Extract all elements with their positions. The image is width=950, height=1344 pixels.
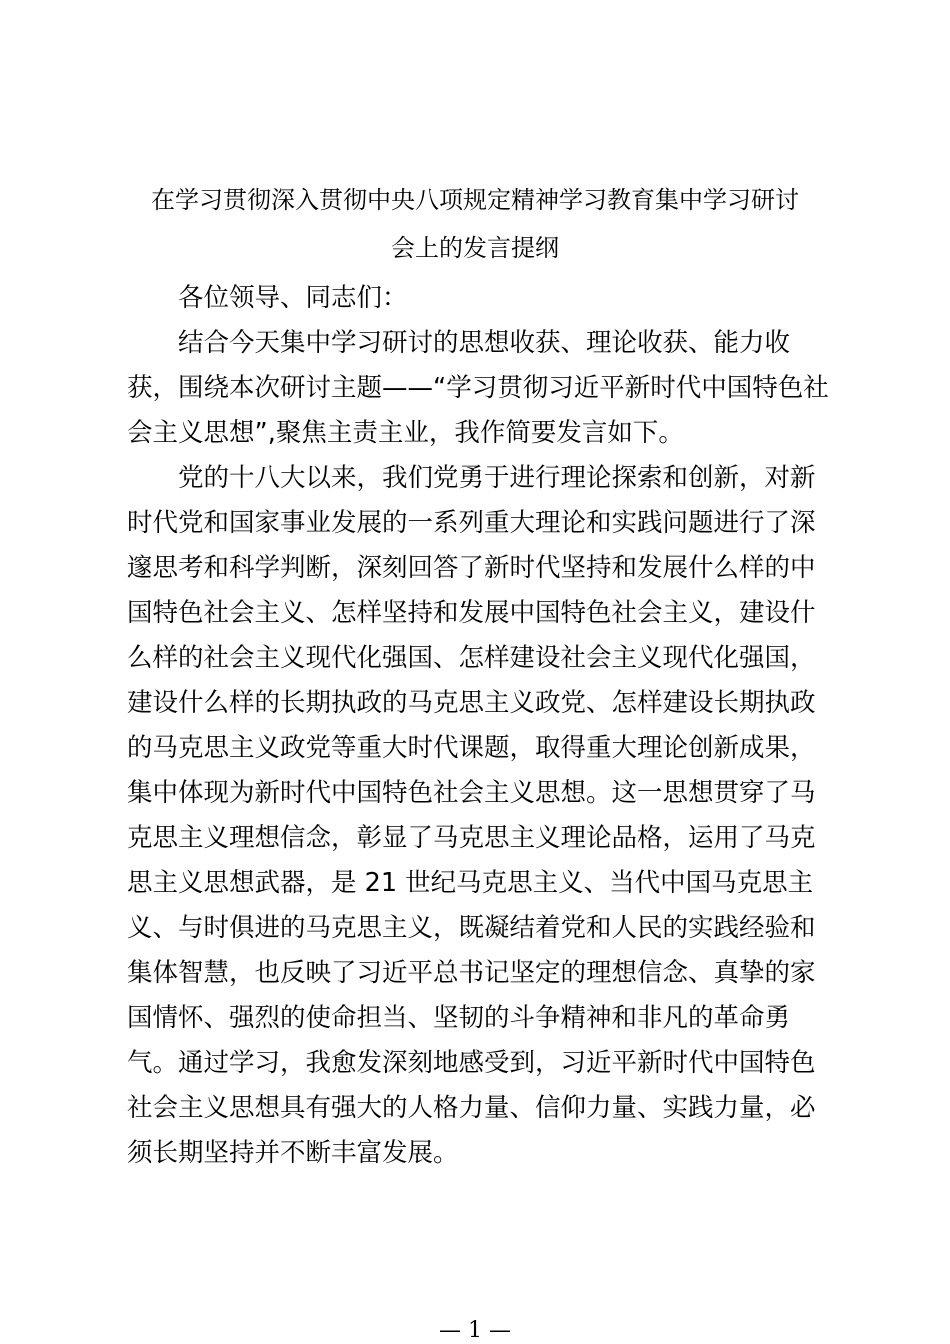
paragraph-2-line-16: 须长期坚持并不断丰富发展。: [127, 1138, 459, 1168]
paragraph-2-line-13: 国情怀、强烈的使命担当、坚韧的斗争精神和非凡的革命勇: [127, 1003, 791, 1033]
paragraph-2-line-4: 国特色社会主义、怎样坚持和发展中国特色社会主义，建设什: [127, 598, 816, 628]
paragraph-2-line-8: 集中体现为新时代中国特色社会主义思想。这一思想贯穿了马: [127, 778, 816, 808]
paragraph-1-line-1: 结合今天集中学习研讨的思想收获、理论收获、能力收: [178, 328, 791, 358]
paragraph-2-line-9: 克思主义理想信念，彰显了马克思主义理论品格，运用了马克: [127, 823, 816, 853]
paragraph-1-line-2: 获，围绕本次研讨主题——“学习贯彻习近平新时代中国特色社: [127, 373, 829, 403]
paragraph-2-line-14: 气。通过学习，我愈发深刻地感受到，习近平新时代中国特色: [127, 1048, 816, 1078]
document-title-line-1: 在学习贯彻深入贯彻中央八项规定精神学习教育集中学习研讨: [151, 186, 799, 214]
paragraph-2-line-15: 社会主义思想具有强大的人格力量、信仰力量、实践力量，必: [127, 1093, 816, 1123]
page-number: — 1 —: [439, 1318, 511, 1343]
paragraph-2-line-7: 的马克思主义政党等重大时代课题，取得重大理论创新成果，: [127, 733, 816, 763]
paragraph-2-line-10: 思主义思想武器，是 21 世纪马克思主义、当代中国马克思主: [127, 868, 814, 898]
paragraph-1-line-3: 会主义思想”,聚焦主责主业，我作简要发言如下。: [127, 418, 684, 448]
paragraph-2-line-12: 集体智慧，也反映了习近平总书记坚定的理想信念、真挚的家: [127, 958, 816, 988]
document-title-line-2: 会上的发言提纲: [391, 234, 559, 262]
paragraph-2-line-3: 邃思考和科学判断，深刻回答了新时代坚持和发展什么样的中: [127, 553, 816, 583]
paragraph-2-line-5: 么样的社会主义现代化强国、怎样建设社会主义现代化强国，: [127, 643, 816, 673]
paragraph-2-line-1: 党的十八大以来，我们党勇于进行理论探索和创新，对新: [178, 463, 816, 493]
paragraph-2-line-6: 建设什么样的长期执政的马克思主义政党、怎样建设长期执政: [127, 688, 816, 718]
paragraph-2-line-2: 时代党和国家事业发展的一系列重大理论和实践问题进行了深: [127, 508, 816, 538]
paragraph-2-line-11: 义、与时俱进的马克思主义，既凝结着党和人民的实践经验和: [127, 913, 816, 943]
salutation: 各位领导、同志们：: [178, 283, 408, 313]
